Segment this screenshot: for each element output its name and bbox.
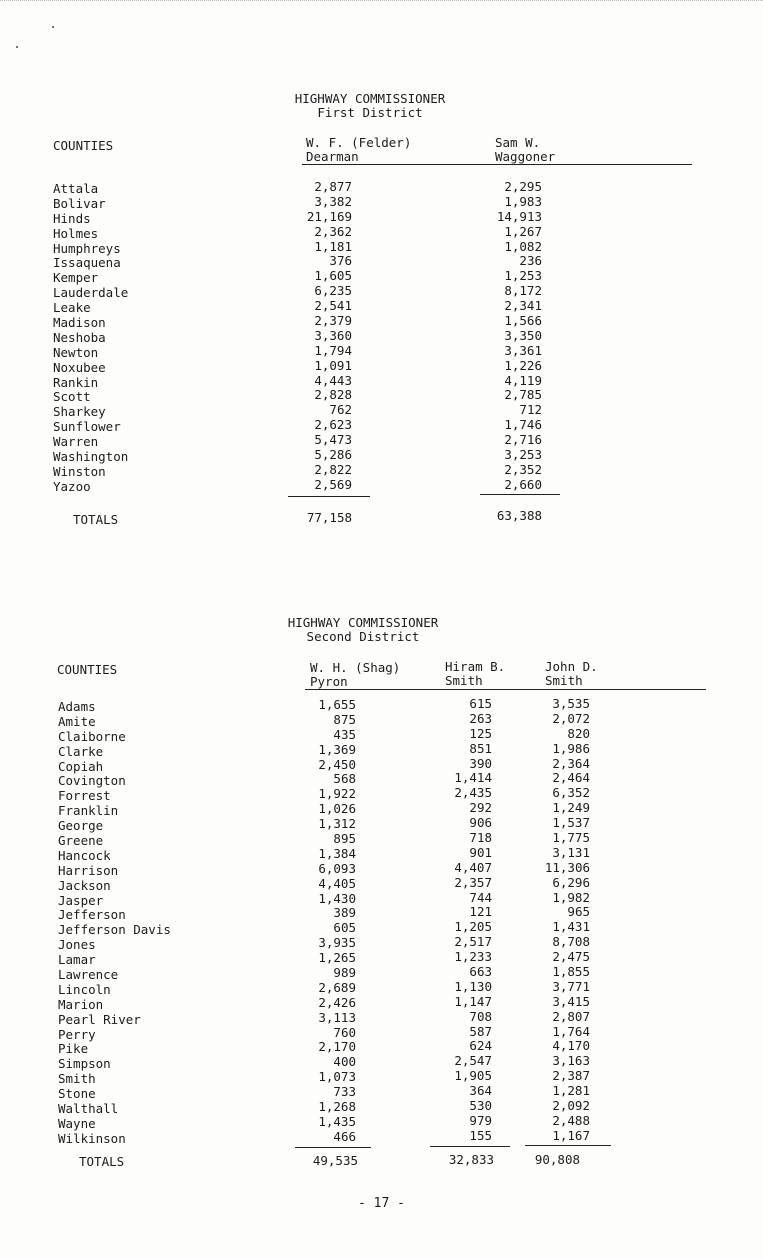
vote-count: 2,092 [552,1098,590,1114]
vote-count: 718 [469,830,492,846]
total-rule [430,1146,510,1147]
vote-count: 605 [333,920,356,936]
vote-count: 624 [469,1038,492,1054]
vote-count: 979 [469,1112,492,1128]
county-name: Pearl River [58,1011,141,1027]
vote-count: 2,435 [454,785,492,801]
vote-count: 1,775 [552,830,590,846]
scan-speck [52,26,54,28]
vote-count: 1,764 [552,1023,590,1039]
county-name: Marion [58,996,104,1012]
vote-count: 3,771 [552,978,590,994]
county-name: Scott [53,389,91,405]
vote-count: 1,983 [504,193,542,209]
vote-count: 3,361 [504,342,542,358]
vote-count: 1,233 [454,949,492,965]
vote-count: 2,379 [314,313,352,329]
vote-count: 820 [567,725,590,741]
vote-count: 1,181 [314,238,352,254]
county-name: Newton [53,344,99,360]
county-name: Sunflower [53,419,121,435]
vote-count: 762 [329,402,352,418]
vote-count: 2,488 [552,1112,590,1128]
vote-count: 121 [469,904,492,920]
county-name: Smith [58,1071,96,1087]
counties-column-header: COUNTIES [57,662,118,677]
vote-count: 2,475 [552,949,590,965]
vote-count: 1,905 [454,1068,492,1084]
vote-count: 3,382 [314,193,352,209]
vote-count: 2,689 [318,979,356,995]
county-name: Pike [58,1041,89,1057]
vote-count: 2,072 [552,710,590,726]
candidate-header-waggoner: Sam W. Waggoner [495,135,556,164]
total-value-waggoner: 63,388 [496,508,542,523]
vote-count: 2,352 [504,461,542,477]
total-value-hiram-smith: 32,833 [448,1152,494,1167]
vote-count: 14,913 [496,208,542,224]
vote-count: 3,113 [318,1009,356,1025]
vote-count: 1,746 [504,417,542,433]
total-value-pyron: 49,535 [312,1153,358,1168]
vote-count: 1,268 [318,1099,356,1115]
pyron-votes-column [284,698,356,1145]
vote-count: 1,605 [314,268,352,284]
vote-count: 965 [567,904,590,920]
vote-count: 568 [333,771,356,787]
page-number: - 17 - [358,1196,405,1211]
vote-count: 2,364 [552,755,590,771]
county-name-column [58,700,171,1147]
vote-count: 435 [333,726,356,742]
vote-count: 1,265 [318,950,356,966]
vote-count: 364 [469,1083,492,1099]
vote-count: 2,660 [504,476,542,492]
vote-count: 1,147 [454,993,492,1009]
county-name: Claiborne [58,728,126,744]
vote-count: 2,357 [454,874,492,890]
waggoner-votes-column [470,180,542,493]
county-name: Harrison [58,862,119,878]
header-rule [305,689,706,690]
vote-count: 1,026 [318,801,356,817]
vote-count: 587 [469,1023,492,1039]
vote-count: 5,286 [314,447,352,463]
vote-count: 906 [469,815,492,831]
vote-count: 4,170 [552,1038,590,1054]
county-name: Bolivar [53,195,106,211]
county-name: Simpson [58,1056,111,1072]
county-name: Holmes [53,225,99,241]
vote-count: 3,935 [318,935,356,951]
vote-count: 1,414 [454,770,492,786]
county-name: Wilkinson [58,1130,126,1146]
candidate-header-john-smith: John D. Smith [545,659,598,688]
vote-count: 2,716 [504,432,542,448]
vote-count: 4,119 [504,372,542,388]
vote-count: 2,623 [314,417,352,433]
county-name: Stone [58,1086,96,1102]
county-name: Hancock [58,847,111,863]
hiram-smith-votes-column [420,697,492,1144]
vote-count: 1,082 [504,238,542,254]
vote-count: 2,822 [314,461,352,477]
vote-count: 6,352 [552,785,590,801]
vote-count: 2,426 [318,994,356,1010]
county-name: Leake [53,300,91,316]
vote-count: 2,828 [314,387,352,403]
county-name: Lincoln [58,981,111,997]
county-name: Attala [53,181,99,196]
vote-count: 733 [333,1084,356,1100]
county-name: Lawrence [58,967,119,983]
county-name: Humphreys [53,240,121,256]
county-name: Greene [58,833,104,849]
county-name: Jefferson Davis [58,922,171,938]
vote-count: 125 [469,725,492,741]
total-rule [288,496,370,497]
vote-count: 466 [333,1128,356,1144]
vote-count: 389 [333,905,356,921]
vote-count: 3,253 [504,447,542,463]
vote-count: 851 [469,740,492,756]
county-name: Warren [53,434,99,450]
county-name: Washington [53,449,129,465]
county-name: Clarke [58,743,104,759]
vote-count: 6,296 [552,874,590,890]
totals-label: TOTALS [73,512,119,527]
vote-count: 708 [469,1008,492,1024]
county-name: Jefferson [58,907,126,923]
vote-count: 1,312 [318,816,356,832]
county-name: Sharkey [53,404,106,420]
vote-count: 1,249 [552,800,590,816]
county-name: Neshoba [53,329,106,345]
vote-count: 2,464 [552,770,590,786]
vote-count: 2,807 [552,1008,590,1024]
vote-count: 6,093 [318,860,356,876]
vote-count: 1,167 [552,1127,590,1143]
counties-column-header: COUNTIES [53,138,114,153]
vote-count: 2,170 [318,1039,356,1055]
vote-count: 712 [519,402,542,418]
county-name: Wayne [58,1115,96,1131]
candidate-header-pyron: W. H. (Shag) Pyron [310,660,401,689]
vote-count: 530 [469,1098,492,1114]
county-name: Walthall [58,1101,119,1117]
second-district-title: HIGHWAY COMMISSIONER Second District [287,615,439,644]
county-name: Lamar [58,952,96,968]
vote-count: 2,295 [504,179,542,194]
vote-count: 1,130 [454,978,492,994]
vote-count: 3,163 [552,1053,590,1069]
county-name: Kemper [53,270,99,286]
county-name-column [53,182,128,495]
vote-count: 1,986 [552,740,590,756]
vote-count: 390 [469,755,492,771]
totals-label: TOTALS [79,1154,125,1169]
scan-top-border [0,0,763,1]
county-name: Jackson [58,877,111,893]
county-name: Lauderdale [53,285,129,301]
total-rule [480,494,560,495]
vote-count: 8,172 [504,283,542,299]
total-rule [295,1147,371,1148]
county-name: Amite [58,713,96,729]
vote-count: 3,131 [552,844,590,860]
scan-speck [16,46,18,48]
county-name: Forrest [58,788,111,804]
county-name: Jasper [58,892,104,908]
county-name: Jones [58,937,96,953]
vote-count: 1,794 [314,342,352,358]
vote-count: 376 [329,253,352,269]
vote-count: 1,982 [552,889,590,905]
vote-count: 1,253 [504,268,542,284]
vote-count: 5,473 [314,432,352,448]
vote-count: 1,655 [318,697,356,712]
county-name: Perry [58,1026,96,1042]
vote-count: 3,360 [314,327,352,343]
vote-count: 236 [519,253,542,269]
vote-count: 1,431 [552,919,590,935]
candidate-header-hiram-smith: Hiram B. Smith [445,659,506,688]
county-name: Madison [53,315,106,331]
vote-count: 2,877 [314,179,352,194]
vote-count: 2,341 [504,298,542,314]
vote-count: 1,281 [552,1083,590,1099]
vote-count: 875 [333,711,356,727]
total-value-john-smith: 90,808 [534,1152,580,1167]
vote-count: 615 [469,696,492,711]
vote-count: 663 [469,964,492,980]
vote-count: 1,226 [504,357,542,373]
john-smith-votes-column [518,697,590,1144]
first-district-title: HIGHWAY COMMISSIONER First District [294,91,446,120]
vote-count: 1,566 [504,313,542,329]
county-name: Noxubee [53,359,106,375]
county-name: Hinds [53,210,91,226]
vote-count: 4,407 [454,859,492,875]
vote-count: 1,205 [454,919,492,935]
vote-count: 760 [333,1024,356,1040]
vote-count: 4,443 [314,372,352,388]
vote-count: 1,369 [318,741,356,757]
county-name: Franklin [58,803,119,819]
county-name: Adams [58,699,96,714]
vote-count: 2,569 [314,476,352,492]
vote-count: 3,415 [552,993,590,1009]
vote-count: 2,387 [552,1068,590,1084]
vote-count: 2,362 [314,223,352,239]
county-name: Covington [58,773,126,789]
vote-count: 2,785 [504,387,542,403]
vote-count: 895 [333,831,356,847]
vote-count: 3,350 [504,327,542,343]
header-rule [302,164,692,165]
vote-count: 1,073 [318,1069,356,1085]
vote-count: 155 [469,1127,492,1143]
vote-count: 1,435 [318,1113,356,1129]
vote-count: 1,537 [552,815,590,831]
vote-count: 989 [333,965,356,981]
vote-count: 3,535 [552,696,590,711]
dearman-votes-column [280,180,352,493]
vote-count: 1,091 [314,357,352,373]
vote-count: 292 [469,800,492,816]
vote-count: 11,306 [544,859,590,875]
vote-count: 1,922 [318,786,356,802]
county-name: Yazoo [53,478,91,494]
vote-count: 901 [469,844,492,860]
vote-count: 2,541 [314,298,352,314]
vote-count: 263 [469,710,492,726]
vote-count: 2,547 [454,1053,492,1069]
vote-count: 1,267 [504,223,542,239]
vote-count: 8,708 [552,934,590,950]
county-name: Rankin [53,374,99,390]
county-name: Issaquena [53,255,121,271]
vote-count: 1,855 [552,964,590,980]
vote-count: 2,517 [454,934,492,950]
vote-count: 1,384 [318,845,356,861]
county-name: George [58,818,104,834]
county-name: Winston [53,463,106,479]
vote-count: 4,405 [318,875,356,891]
vote-count: 400 [333,1054,356,1070]
total-value-dearman: 77,158 [306,510,352,525]
vote-count: 21,169 [306,208,352,224]
total-rule [525,1145,611,1146]
vote-count: 6,235 [314,283,352,299]
vote-count: 744 [469,889,492,905]
candidate-header-dearman: W. F. (Felder) Dearman [306,135,412,164]
vote-count: 2,450 [318,756,356,772]
vote-count: 1,430 [318,890,356,906]
county-name: Copiah [58,758,104,774]
